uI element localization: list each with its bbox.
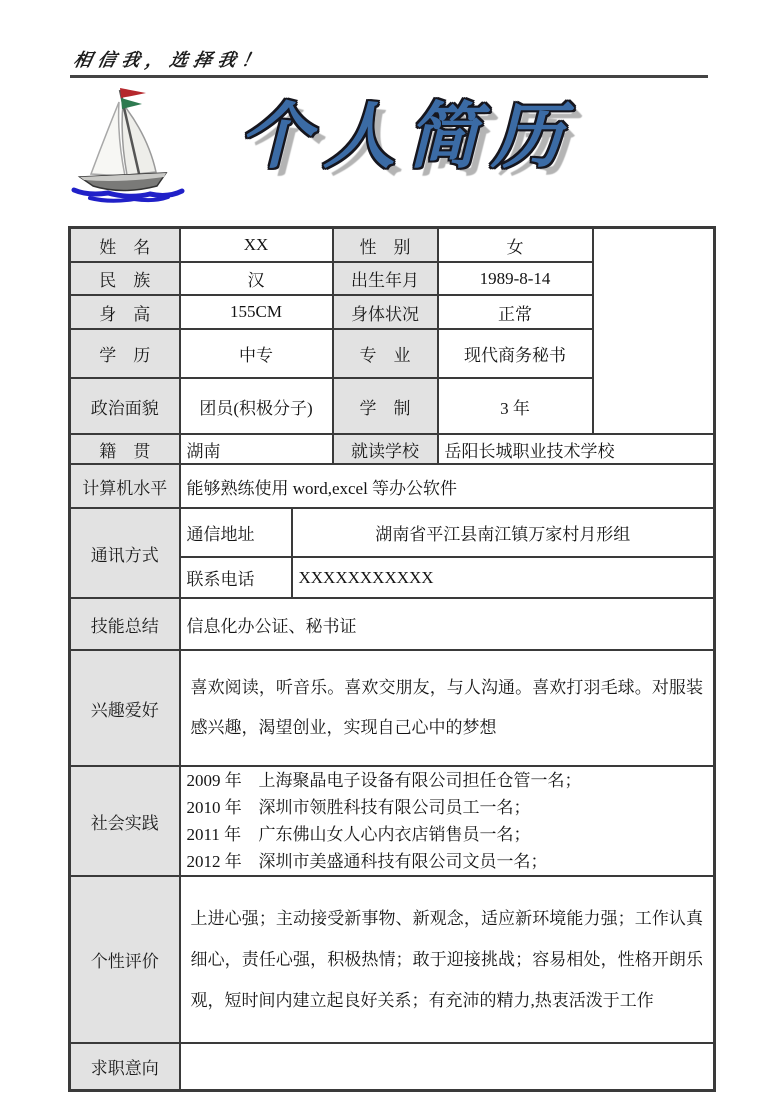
practice-desc: 上海聚晶电子设备有限公司担任仓管一名； [258, 771, 582, 790]
personality-value [180, 876, 715, 1043]
health-value: 正常 [438, 295, 593, 329]
ethnicity-label: 民 族 [70, 262, 180, 295]
social-practice-list [180, 766, 715, 876]
gender-label: 性 别 [333, 228, 438, 263]
birthdate-label: 出生年月 [333, 262, 438, 295]
contact-label: 通讯方式 [70, 508, 180, 598]
education-label: 学 历 [70, 329, 180, 378]
photo-placeholder [593, 228, 715, 435]
gender-value: 女 [438, 228, 593, 263]
phone-value: XXXXXXXXXXX [292, 557, 715, 598]
hobby-label: 兴趣爱好 [70, 650, 180, 766]
duration-label: 学 制 [333, 378, 438, 434]
duration-value: 3 年 [438, 378, 593, 434]
practice-year: 2009 年 [186, 771, 242, 790]
major-value: 现代商务秘书 [438, 329, 593, 378]
major-label: 专 业 [333, 329, 438, 378]
job-intention-value [180, 1043, 715, 1091]
practice-year: 2012 年 [186, 852, 242, 871]
job-intention-label: 求职意向 [70, 1043, 180, 1091]
practice-desc: 深圳市领胜科技有限公司员工一名； [258, 798, 531, 817]
name-label: 姓 名 [70, 228, 180, 263]
resume-table [68, 226, 716, 1092]
birthdate-value: 1989-8-14 [438, 262, 593, 295]
hobby-text: 喜欢阅读，听音乐。喜欢交朋友，与人沟通。喜欢打羽毛球。对服装感兴趣，渴望创业，实现自己心中的梦想 [190, 678, 703, 737]
hobby-value [180, 650, 715, 766]
school-value: 岳阳长城职业技术学校 [438, 434, 715, 464]
practice-item [187, 767, 708, 794]
health-label: 身体状况 [333, 295, 438, 329]
practice-year: 2011 年 [186, 825, 242, 844]
sailboat-image [60, 84, 196, 204]
header-rule [70, 75, 708, 78]
practice-desc: 深圳市美盛通科技有限公司文员一名； [258, 852, 548, 871]
practice-item [187, 794, 708, 821]
ethnicity-value: 汉 [180, 262, 333, 295]
phone-label: 联系电话 [180, 557, 292, 598]
practice-item [187, 848, 708, 875]
education-value: 中专 [180, 329, 333, 378]
resume-title: 个人简历 [238, 93, 575, 178]
address-label: 通信地址 [180, 508, 292, 557]
social-practice-label: 社会实践 [70, 766, 180, 876]
personality-label: 个性评价 [70, 876, 180, 1043]
slogan-text: 相信我，选择我！ [71, 50, 268, 71]
practice-desc: 广东佛山女人心内衣店销售员一名； [258, 825, 531, 844]
political-status-value: 团员(积极分子) [180, 378, 333, 434]
political-status-label: 政治面貌 [70, 378, 180, 434]
computer-skill-label: 计算机水平 [70, 464, 180, 508]
height-value: 155CM [180, 295, 333, 329]
hometown-value: 湖南 [180, 434, 333, 464]
personality-text: 上进心强；主动接受新事物、新观念，适应新环境能力强；工作认真细心，责任心强，积极热情；敢于迎接挑战；容易相处，性格开朗乐观，短时间内建立起良好关系；有充沛的精力,热衷活泼于工作 [190, 909, 703, 1010]
height-label: 身 高 [70, 295, 180, 329]
school-label: 就读学校 [333, 434, 438, 464]
sailboat-icon [60, 84, 196, 204]
computer-skill-value: 能够熟练使用 word,excel 等办公软件 [180, 464, 715, 508]
practice-year: 2010 年 [186, 798, 242, 817]
skill-summary-label: 技能总结 [70, 598, 180, 650]
name-value: XX [180, 228, 333, 263]
address-value: 湖南省平江县南江镇万家村月形组 [292, 508, 715, 557]
skill-summary-value: 信息化办公证、秘书证 [180, 598, 715, 650]
hometown-label: 籍 贯 [70, 434, 180, 464]
practice-item [187, 821, 708, 848]
